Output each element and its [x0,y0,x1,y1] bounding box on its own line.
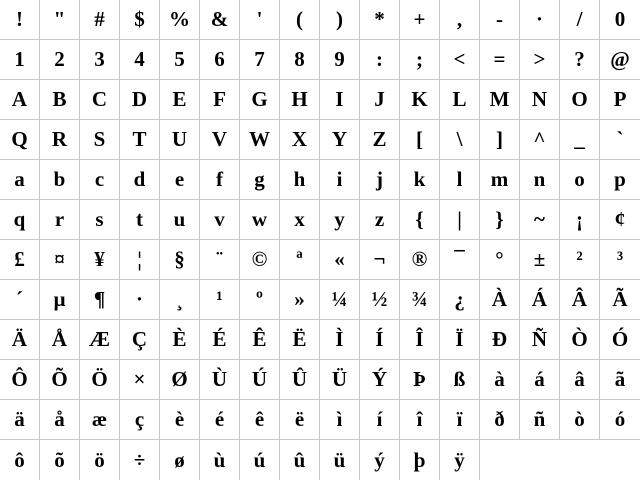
glyph-cell[interactable]: × [120,360,160,400]
glyph-cell[interactable]: 8 [280,40,320,80]
glyph-cell[interactable]: ª [280,240,320,280]
glyph-cell[interactable]: 9 [320,40,360,80]
glyph-cell[interactable]: Ï [440,320,480,360]
glyph-cell[interactable]: - [480,0,520,40]
glyph-cell[interactable]: ¹ [200,280,240,320]
glyph-cell[interactable]: u [160,200,200,240]
glyph-cell[interactable]: : [360,40,400,80]
glyph-cell[interactable]: | [440,200,480,240]
glyph-cell[interactable]: / [560,0,600,40]
glyph-cell[interactable]: n [520,160,560,200]
glyph-cell[interactable]: ï [440,400,480,440]
glyph-cell[interactable]: K [400,80,440,120]
glyph-cell[interactable]: Ó [600,320,640,360]
glyph-cell[interactable]: å [40,400,80,440]
glyph-cell[interactable]: g [240,160,280,200]
glyph-cell[interactable]: L [440,80,480,120]
glyph-cell[interactable]: ? [560,40,600,80]
glyph-cell[interactable]: i [320,160,360,200]
glyph-cell[interactable]: R [40,120,80,160]
glyph-cell[interactable]: " [40,0,80,40]
glyph-cell[interactable]: æ [80,400,120,440]
glyph-cell[interactable]: s [80,200,120,240]
glyph-cell[interactable]: = [480,40,520,80]
glyph-cell[interactable]: Ø [160,360,200,400]
glyph-cell[interactable]: F [200,80,240,120]
glyph-cell[interactable]: \ [440,120,480,160]
glyph-cell[interactable]: á [520,360,560,400]
glyph-cell[interactable]: í [360,400,400,440]
glyph-cell[interactable]: ± [520,240,560,280]
glyph-cell[interactable]: Ù [200,360,240,400]
glyph-cell[interactable]: B [40,80,80,120]
glyph-cell[interactable]: ä [0,400,40,440]
glyph-cell[interactable]: ó [600,400,640,440]
glyph-cell[interactable]: ¾ [400,280,440,320]
glyph-cell[interactable]: õ [40,440,80,480]
glyph-cell[interactable]: z [360,200,400,240]
glyph-cell[interactable]: ÿ [440,440,480,480]
glyph-cell[interactable]: Þ [400,360,440,400]
glyph-cell[interactable]: M [480,80,520,120]
glyph-cell[interactable]: t [120,200,160,240]
glyph-cell[interactable]: C [80,80,120,120]
glyph-cell[interactable]: È [160,320,200,360]
glyph-cell[interactable]: Z [360,120,400,160]
glyph-cell[interactable]: ý [360,440,400,480]
glyph-cell[interactable]: ã [600,360,640,400]
glyph-cell[interactable]: Ô [0,360,40,400]
glyph-cell[interactable]: ö [80,440,120,480]
glyph-cell[interactable]: Ã [600,280,640,320]
glyph-cell[interactable]: ü [320,440,360,480]
glyph-cell[interactable]: ñ [520,400,560,440]
glyph-cell[interactable]: ` [600,120,640,160]
glyph-cell[interactable]: Û [280,360,320,400]
glyph-cell[interactable]: j [360,160,400,200]
glyph-cell[interactable]: ° [480,240,520,280]
glyph-cell[interactable]: Ö [80,360,120,400]
glyph-cell[interactable]: ë [280,400,320,440]
glyph-cell[interactable]: h [280,160,320,200]
glyph-cell[interactable]: H [280,80,320,120]
glyph-cell[interactable]: © [240,240,280,280]
glyph-cell[interactable]: î [400,400,440,440]
glyph-cell[interactable]: Ò [560,320,600,360]
glyph-cell[interactable]: ¨ [200,240,240,280]
glyph-cell-empty [560,440,600,480]
glyph-cell[interactable]: ® [400,240,440,280]
glyph-cell[interactable]: < [440,40,480,80]
glyph-cell[interactable]: Å [40,320,80,360]
glyph-cell[interactable]: { [400,200,440,240]
glyph-cell[interactable]: T [120,120,160,160]
glyph-cell[interactable]: ' [240,0,280,40]
glyph-cell[interactable]: G [240,80,280,120]
glyph-cell[interactable]: Ð [480,320,520,360]
glyph-cell[interactable]: ¯ [440,240,480,280]
glyph-cell[interactable]: @ [600,40,640,80]
glyph-cell[interactable]: D [120,80,160,120]
glyph-cell[interactable]: S [80,120,120,160]
glyph-cell[interactable]: ^ [520,120,560,160]
glyph-cell-empty [480,440,520,480]
glyph-cell[interactable]: » [280,280,320,320]
glyph-cell[interactable]: V [200,120,240,160]
glyph-cell[interactable]: Y [320,120,360,160]
glyph-cell[interactable]: & [200,0,240,40]
glyph-cell[interactable]: + [400,0,440,40]
glyph-cell[interactable]: p [600,160,640,200]
glyph-cell[interactable]: é [200,400,240,440]
glyph-cell[interactable]: Ä [0,320,40,360]
glyph-cell-empty [600,440,640,480]
glyph-cell[interactable]: ¡ [560,200,600,240]
glyph-cell[interactable]: ³ [600,240,640,280]
glyph-cell[interactable]: 2 [40,40,80,80]
glyph-cell[interactable]: ½ [360,280,400,320]
glyph-cell[interactable]: Ì [320,320,360,360]
glyph-cell[interactable]: Ñ [520,320,560,360]
glyph-cell[interactable]: è [160,400,200,440]
glyph-cell[interactable]: ¦ [120,240,160,280]
glyph-cell[interactable]: ¤ [40,240,80,280]
glyph-cell[interactable]: £ [0,240,40,280]
glyph-cell[interactable]: ù [200,440,240,480]
glyph-cell[interactable]: v [200,200,240,240]
glyph-cell[interactable]: à [480,360,520,400]
glyph-cell[interactable]: ò [560,400,600,440]
glyph-cell[interactable]: Ê [240,320,280,360]
glyph-cell[interactable]: A [0,80,40,120]
glyph-cell[interactable]: ´ [0,280,40,320]
glyph-cell[interactable]: ] [480,120,520,160]
glyph-cell[interactable]: 4 [120,40,160,80]
glyph-cell[interactable]: ² [560,240,600,280]
glyph-cell[interactable]: ß [440,360,480,400]
glyph-cell[interactable]: ¶ [80,280,120,320]
glyph-cell[interactable]: 3 [80,40,120,80]
glyph-cell[interactable]: X [280,120,320,160]
glyph-cell[interactable]: ¿ [440,280,480,320]
glyph-cell[interactable]: µ [40,280,80,320]
glyph-cell[interactable]: À [480,280,520,320]
glyph-cell[interactable]: > [520,40,560,80]
glyph-cell[interactable]: a [0,160,40,200]
glyph-cell[interactable]: Ü [320,360,360,400]
glyph-cell[interactable]: k [400,160,440,200]
glyph-cell[interactable]: e [160,160,200,200]
glyph-cell[interactable]: ¢ [600,200,640,240]
glyph-cell[interactable]: J [360,80,400,120]
glyph-cell[interactable]: Q [0,120,40,160]
glyph-cell[interactable]: ø [160,440,200,480]
glyph-cell[interactable]: Î [400,320,440,360]
glyph-cell[interactable]: l [440,160,480,200]
glyph-cell[interactable]: ) [320,0,360,40]
glyph-cell[interactable]: f [200,160,240,200]
glyph-cell[interactable]: 0 [600,0,640,40]
glyph-cell[interactable]: I [320,80,360,120]
glyph-cell[interactable]: % [160,0,200,40]
glyph-cell[interactable]: Ý [360,360,400,400]
glyph-cell[interactable]: â [560,360,600,400]
glyph-cell[interactable]: ; [400,40,440,80]
glyph-cell[interactable]: ô [0,440,40,480]
glyph-cell[interactable]: Ç [120,320,160,360]
glyph-cell[interactable]: Ú [240,360,280,400]
glyph-cell[interactable]: § [160,240,200,280]
glyph-cell[interactable]: U [160,120,200,160]
glyph-cell[interactable]: Æ [80,320,120,360]
glyph-cell[interactable]: c [80,160,120,200]
glyph-cell[interactable]: _ [560,120,600,160]
glyph-cell[interactable]: y [320,200,360,240]
glyph-cell[interactable]: þ [400,440,440,480]
glyph-cell[interactable]: 1 [0,40,40,80]
glyph-cell[interactable]: ð [480,400,520,440]
glyph-cell[interactable]: ¼ [320,280,360,320]
glyph-cell-empty [520,440,560,480]
glyph-cell[interactable]: · [520,0,560,40]
glyph-cell[interactable]: É [200,320,240,360]
glyph-cell[interactable]: ~ [520,200,560,240]
glyph-cell[interactable]: O [560,80,600,120]
glyph-cell[interactable]: Í [360,320,400,360]
glyph-cell[interactable]: ÷ [120,440,160,480]
glyph-cell[interactable]: Â [560,280,600,320]
glyph-cell[interactable]: r [40,200,80,240]
glyph-cell[interactable]: · [120,280,160,320]
glyph-cell[interactable]: 5 [160,40,200,80]
glyph-cell[interactable]: o [560,160,600,200]
glyph-cell[interactable]: Ë [280,320,320,360]
glyph-cell[interactable]: 7 [240,40,280,80]
glyph-cell[interactable]: 6 [200,40,240,80]
glyph-cell[interactable]: * [360,0,400,40]
glyph-cell[interactable]: E [160,80,200,120]
glyph-cell[interactable]: « [320,240,360,280]
glyph-cell[interactable]: ¥ [80,240,120,280]
glyph-cell[interactable]: w [240,200,280,240]
glyph-cell[interactable]: [ [400,120,440,160]
glyph-cell[interactable]: q [0,200,40,240]
glyph-cell[interactable]: ú [240,440,280,480]
glyph-cell[interactable]: ¬ [360,240,400,280]
glyph-cell[interactable]: Á [520,280,560,320]
glyph-cell[interactable]: W [240,120,280,160]
glyph-cell[interactable]: N [520,80,560,120]
glyph-cell[interactable]: Õ [40,360,80,400]
glyph-cell[interactable]: ¸ [160,280,200,320]
glyph-cell[interactable]: $ [120,0,160,40]
glyph-cell[interactable]: º [240,280,280,320]
glyph-cell[interactable]: ì [320,400,360,440]
glyph-cell[interactable]: m [480,160,520,200]
glyph-cell[interactable]: x [280,200,320,240]
glyph-cell[interactable]: û [280,440,320,480]
glyph-cell[interactable]: ç [120,400,160,440]
glyph-cell[interactable]: } [480,200,520,240]
glyph-cell[interactable]: ê [240,400,280,440]
glyph-cell[interactable]: d [120,160,160,200]
glyph-cell[interactable]: # [80,0,120,40]
glyph-cell[interactable]: P [600,80,640,120]
glyph-cell[interactable]: , [440,0,480,40]
glyph-cell[interactable]: ! [0,0,40,40]
glyph-cell[interactable]: ( [280,0,320,40]
glyph-cell[interactable]: b [40,160,80,200]
